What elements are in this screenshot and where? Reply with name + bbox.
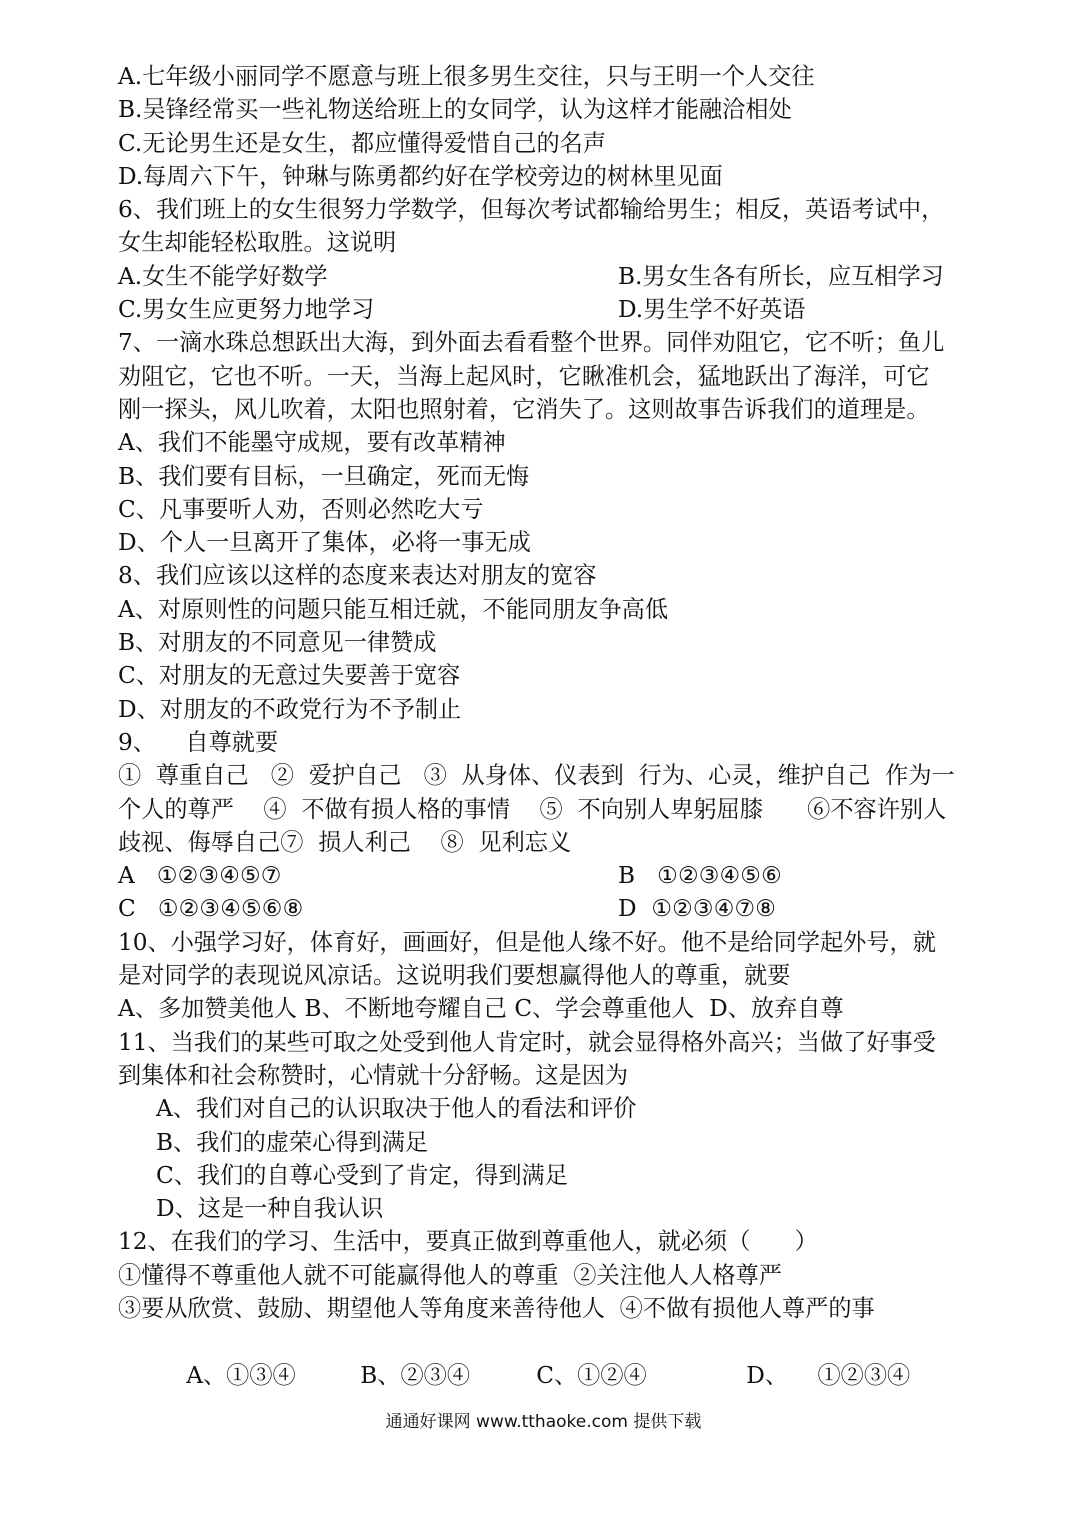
option-a: A、对原则性的问题只能互相迁就，不能同朋友争高低 xyxy=(118,595,669,623)
question-items: 歧视、侮辱自己⑦ 损人利己 ⑧ 见利忘义 xyxy=(118,828,572,856)
option-b: B、我们要有目标，一旦确定，死而无悔 xyxy=(118,462,530,490)
question-11 xyxy=(118,1026,1008,1226)
option-a: A、我们对自己的认识取决于他人的看法和评价 xyxy=(156,1095,637,1123)
question-12 xyxy=(118,1225,1008,1389)
option-c: C、对朋友的无意过失要善于宽容 xyxy=(118,662,461,690)
options-row xyxy=(118,260,1008,293)
question-stem: 劝阻它，它也不听。一天，当海上起风时，它瞅准机会，猛地跃出了海洋，可它 xyxy=(118,362,930,390)
option-c: C ①②③④⑤⑥⑧ xyxy=(118,895,304,923)
option-a: A ①②③④⑤⑦ xyxy=(118,862,282,890)
question-stem: 11、当我们的某些可取之处受到他人肯定时，就会显得格外高兴；当做了好事受 xyxy=(118,1028,936,1056)
options-row xyxy=(118,293,1008,326)
option-b: B、对朋友的不同意见一律赞成 xyxy=(118,629,437,657)
option-c: C.男女生应更努力地学习 xyxy=(118,296,375,324)
options-row xyxy=(118,859,1008,892)
question-stem: 12、在我们的学习、生活中，要真正做到尊重他人，就必须（ ） xyxy=(118,1228,818,1256)
options-line: A、多加赞美他人 B、不断地夸耀自己 C、学会尊重他人 D、放弃自尊 xyxy=(118,995,844,1023)
question-stem: 6、我们班上的女生很努力学数学，但每次考试都输给男生；相反，英语考试中， xyxy=(118,196,945,224)
option-d: D.每周六下午，钟琳与陈勇都约好在学校旁边的树林里见面 xyxy=(118,162,723,190)
option-d: D、这是一种自我认识 xyxy=(156,1195,384,1223)
question-9 xyxy=(118,726,1008,926)
question-6 xyxy=(118,193,1008,326)
question-stem: 10、小强学习好，体育好，画画好，但是他人缘不好。他不是给同学起外号，就 xyxy=(118,928,936,956)
option-b: B.吴锋经常买一些礼物送给班上的女同学，认为这样才能融洽相处 xyxy=(118,96,792,124)
question-stem: 到集体和社会称赞时，心情就十分舒畅。这是因为 xyxy=(118,1061,629,1089)
question-stem: 7、一滴水珠总想跃出大海，到外面去看看整个世界。同伴劝阻它，它不听；鱼儿 xyxy=(118,329,945,357)
exam-page xyxy=(118,60,1008,1389)
question-stem: 9、 自尊就要 xyxy=(118,728,279,756)
option-c: C、我们的自尊心受到了肯定，得到满足 xyxy=(156,1161,568,1189)
question-items: ③要从欣赏、鼓励、期望他人等角度来善待他人 ④不做有损他人尊严的事 xyxy=(118,1294,875,1322)
question-items: ① 尊重自己 ② 爱护自己 ③ 从身体、仪表到 行为、心灵，维护自己 作为一 xyxy=(118,762,955,790)
option-d: D.男生学不好英语 xyxy=(618,296,806,324)
option-b: B、②③④ xyxy=(360,1361,471,1389)
option-a: A、①③④ xyxy=(186,1361,296,1389)
question-5-options xyxy=(118,60,1008,193)
option-a: A、我们不能墨守成规，要有改革精神 xyxy=(118,429,506,457)
option-c: C、①②④ xyxy=(536,1361,647,1389)
option-c: C、凡事要听人劝，否则必然吃大亏 xyxy=(118,495,484,523)
option-d: D、个人一旦离开了集体，必将一事无成 xyxy=(118,529,531,557)
option-d: D、对朋友的不政党行为不予制止 xyxy=(118,695,462,723)
question-stem: 女生却能轻松取胜。这说明 xyxy=(118,229,397,257)
question-stem: 是对同学的表现说风凉话。这说明我们要想赢得他人的尊重，就要 xyxy=(118,962,791,990)
option-d: D ①②③④⑦⑧ xyxy=(618,895,777,923)
question-10 xyxy=(118,926,1008,1026)
option-b: B.男女生各有所长，应互相学习 xyxy=(618,262,944,290)
question-8 xyxy=(118,559,1008,725)
page-footer: 通通好课网 www.tthaoke.com 提供下载 xyxy=(385,1412,702,1432)
option-a: A.七年级小丽同学不愿意与班上很多男生交往，只与王明一个人交往 xyxy=(118,63,815,90)
question-stem: 8、我们应该以这样的态度来表达对朋友的宽容 xyxy=(118,562,597,590)
option-c: C.无论男生还是女生，都应懂得爱惜自己的名声 xyxy=(118,129,607,157)
options-row xyxy=(118,892,1008,925)
option-b: B ①②③④⑤⑥ xyxy=(618,862,782,890)
option-b: B、我们的虚荣心得到满足 xyxy=(156,1128,429,1156)
question-7 xyxy=(118,326,1008,559)
question-items: ①懂得不尊重他人就不可能赢得他人的尊重 ②关注他人人格尊严 xyxy=(118,1261,782,1289)
question-stem: 刚一探头，风儿吹着，太阳也照射着，它消失了。这则故事告诉我们的道理是。 xyxy=(118,395,930,423)
question-items: 个人的尊严 ④ 不做有损人格的事情 ⑤ 不向别人卑躬屈膝 ⑥不容许别人 xyxy=(118,795,947,823)
options-row xyxy=(118,1325,1008,1389)
option-a: A.女生不能学好数学 xyxy=(118,262,328,290)
option-d: D、 ①②③④ xyxy=(746,1361,911,1389)
